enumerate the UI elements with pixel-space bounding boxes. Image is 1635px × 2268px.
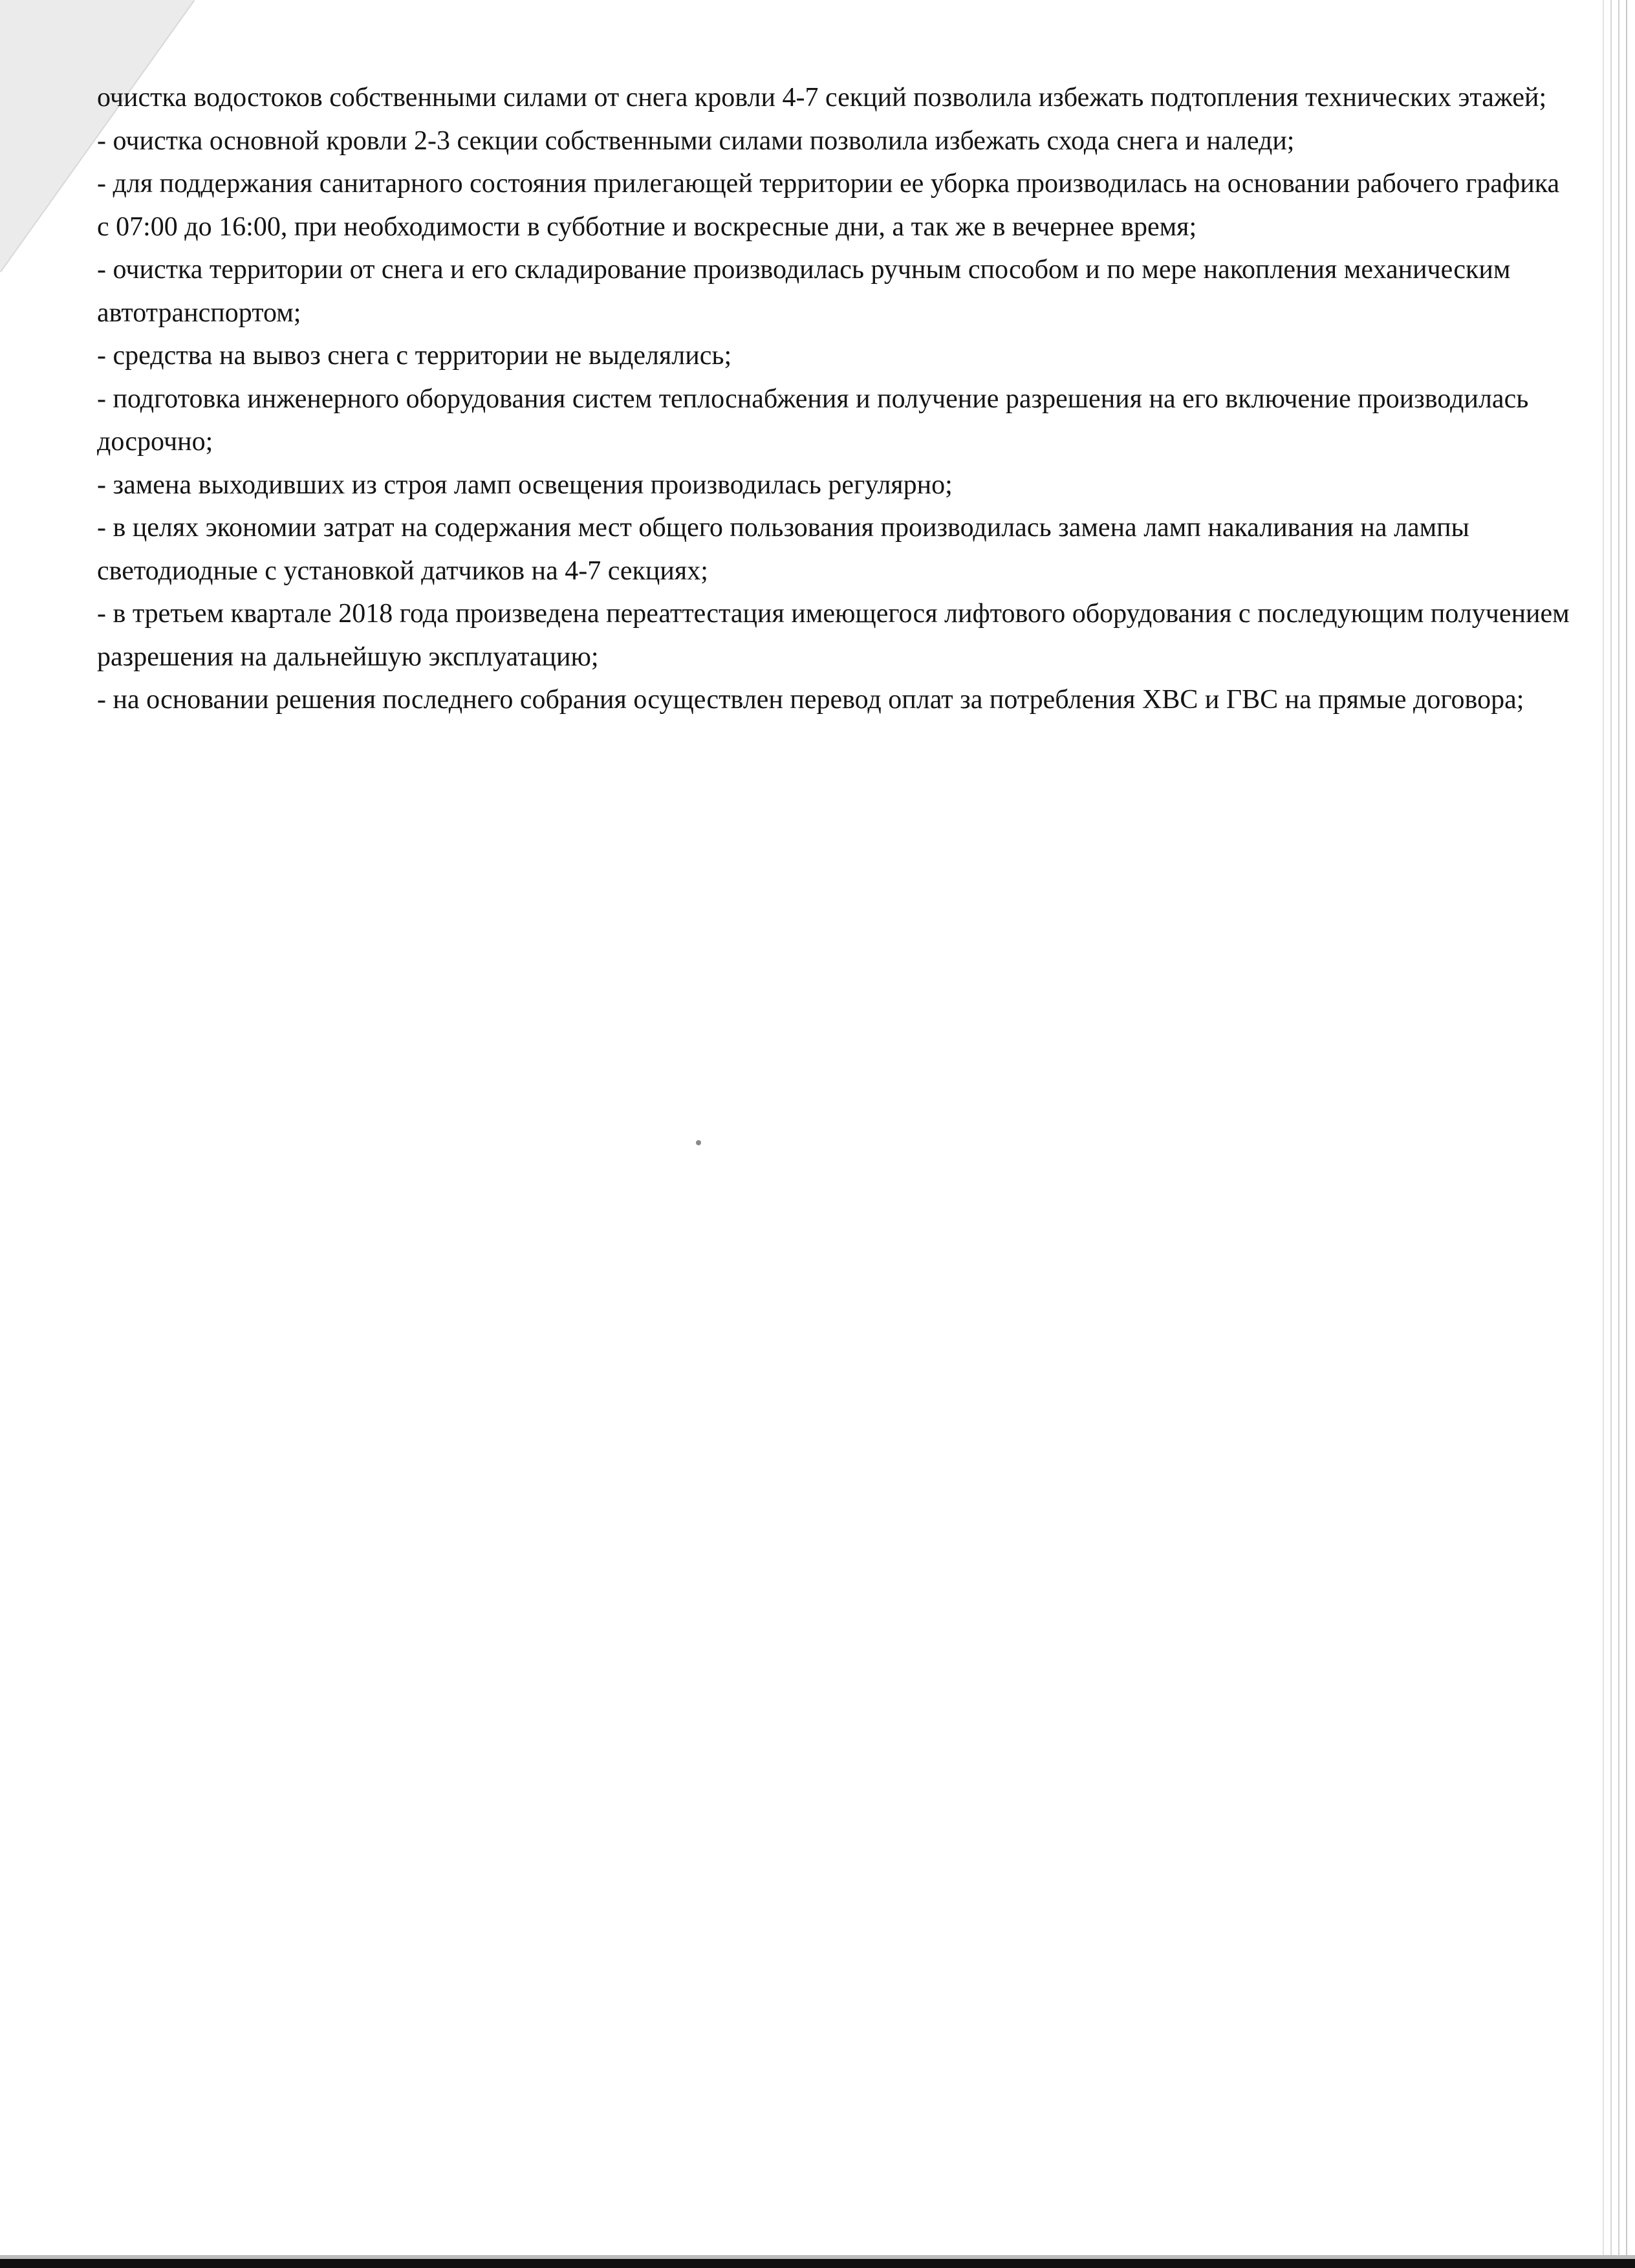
document-body: [97, 76, 1578, 722]
list-item: - подготовка инженерного оборудования систем теплоснабжения и получение разрешения на его включение производилась досрочно;: [97, 383, 1529, 457]
list-item: - замена выходивших из строя ламп освещения производилась регулярно;: [97, 470, 953, 500]
list-item: - очистка территории от снега и его складирование производилась ручным способом и по мере накопления механическим автотранспортом;: [97, 255, 1511, 328]
list-item: - в целях экономии затрат на содержания мест общего пользования производилась замена ламп накаливания на лампы светодиодные с установкой датчиков на 4-7 секциях;: [97, 513, 1469, 586]
paper-edge: [1610, 0, 1612, 2268]
list-item: - на основании решения последнего собрания осуществлен перевод оплат за потребления ХВС и ГВС на прямые договора;: [97, 685, 1524, 715]
list-item: - очистка основной кровли 2-3 секции собственными силами позволила избежать схода снега и наледи;: [97, 125, 1295, 156]
list-item: очистка водостоков собственными силами от снега кровли 4-7 секций позволила избежать подтопления технических этажей;: [97, 83, 1547, 113]
paper-edge: [1603, 0, 1604, 2268]
paper-edge: [1618, 0, 1619, 2268]
list-item: - в третьем квартале 2018 года произведена переаттестация имеющегося лифтового оборудования с последующим получением разрешения на дальнейшую эксплуатацию;: [97, 599, 1570, 672]
list-item: - средства на вывоз снега с территории не выделялись;: [97, 341, 732, 371]
paper-edge: [1626, 0, 1627, 2268]
scan-speck: [696, 1140, 701, 1145]
scan-border: [0, 2259, 1635, 2268]
list-item: - для поддержания санитарного состояния прилегающей территории ее уборка производилась на основании рабочего графика с 07:00 до 16:00, при необходимости в субботние и воскресные дни, а так же в вечернее время;: [97, 169, 1560, 242]
